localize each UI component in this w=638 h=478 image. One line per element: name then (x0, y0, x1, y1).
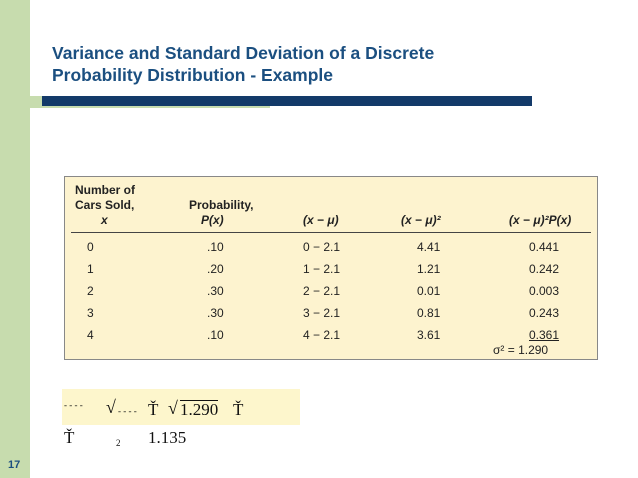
slide-title-line-2: Probability Distribution - Example (52, 65, 334, 85)
standard-deviation-value: 1.135 (148, 428, 187, 447)
square-root-symbol: √ (168, 398, 178, 418)
cell-dev: 4 − 2.1 (303, 328, 341, 342)
cell-x: 4 (87, 328, 94, 342)
cell-weighted: 0.243 (529, 306, 560, 320)
header-probability (189, 198, 253, 228)
formula-glyph: Ť (233, 400, 244, 419)
cell-p: .30 (207, 284, 224, 298)
variance-value: 1.290 (180, 400, 219, 419)
header-deviation-squared: (x − μ)² (401, 213, 441, 227)
cell-dev: 1 − 2.1 (303, 262, 341, 276)
cell-dev: 3 − 2.1 (303, 306, 341, 320)
formula-placeholder-dashes: - - - - (64, 400, 83, 410)
header-deviation: (x − μ) (303, 213, 339, 227)
cell-x: 2 (87, 284, 94, 298)
slide-title (52, 42, 612, 86)
header-probability-line-1: Probability, (189, 198, 254, 212)
header-x-line-1: Number of (75, 183, 135, 197)
header-rule (71, 232, 591, 233)
cell-x: 0 (87, 240, 94, 254)
cell-dev-sq: 0.81 (417, 306, 441, 320)
cell-x: 3 (87, 306, 94, 320)
slide-title-line-1: Variance and Standard Deviation of a Discrete (52, 43, 435, 63)
cell-p: .10 (207, 328, 224, 342)
distribution-table (64, 176, 598, 360)
cell-weighted: 0.441 (529, 240, 560, 254)
cell-dev-sq: 3.61 (417, 328, 441, 342)
title-underline-bar (42, 96, 532, 106)
cell-dev-sq: 0.01 (417, 284, 441, 298)
cell-p: .30 (207, 306, 224, 320)
cell-weighted: 0.361 (529, 328, 560, 342)
cell-dev-sq: 4.41 (417, 240, 441, 254)
cell-p: .20 (207, 262, 224, 276)
slide-number: 17 (8, 459, 21, 471)
header-x-line-3: x (101, 213, 108, 227)
cell-dev-sq: 1.21 (417, 262, 441, 276)
formula-subscript: 2 (116, 438, 121, 448)
variance-total: σ² = 1.290 (493, 343, 549, 357)
formula-placeholder-dashes: - - - - (118, 406, 137, 416)
header-weighted: (x − μ)²P(x) (509, 213, 572, 227)
header-x-line-2: Cars Sold, (75, 198, 135, 212)
square-root-symbol: √ (106, 397, 116, 417)
cell-dev: 2 − 2.1 (303, 284, 341, 298)
cell-p: .10 (207, 240, 224, 254)
cell-weighted: 0.242 (529, 262, 560, 276)
cell-weighted: 0.003 (529, 284, 560, 298)
header-probability-line-2: P(x) (201, 213, 224, 227)
cell-x: 1 (87, 262, 94, 276)
cell-dev: 0 − 2.1 (303, 240, 341, 254)
formula-glyph: Ť (148, 400, 159, 419)
header-x (75, 183, 135, 228)
formula-glyph: Ť (64, 428, 75, 447)
